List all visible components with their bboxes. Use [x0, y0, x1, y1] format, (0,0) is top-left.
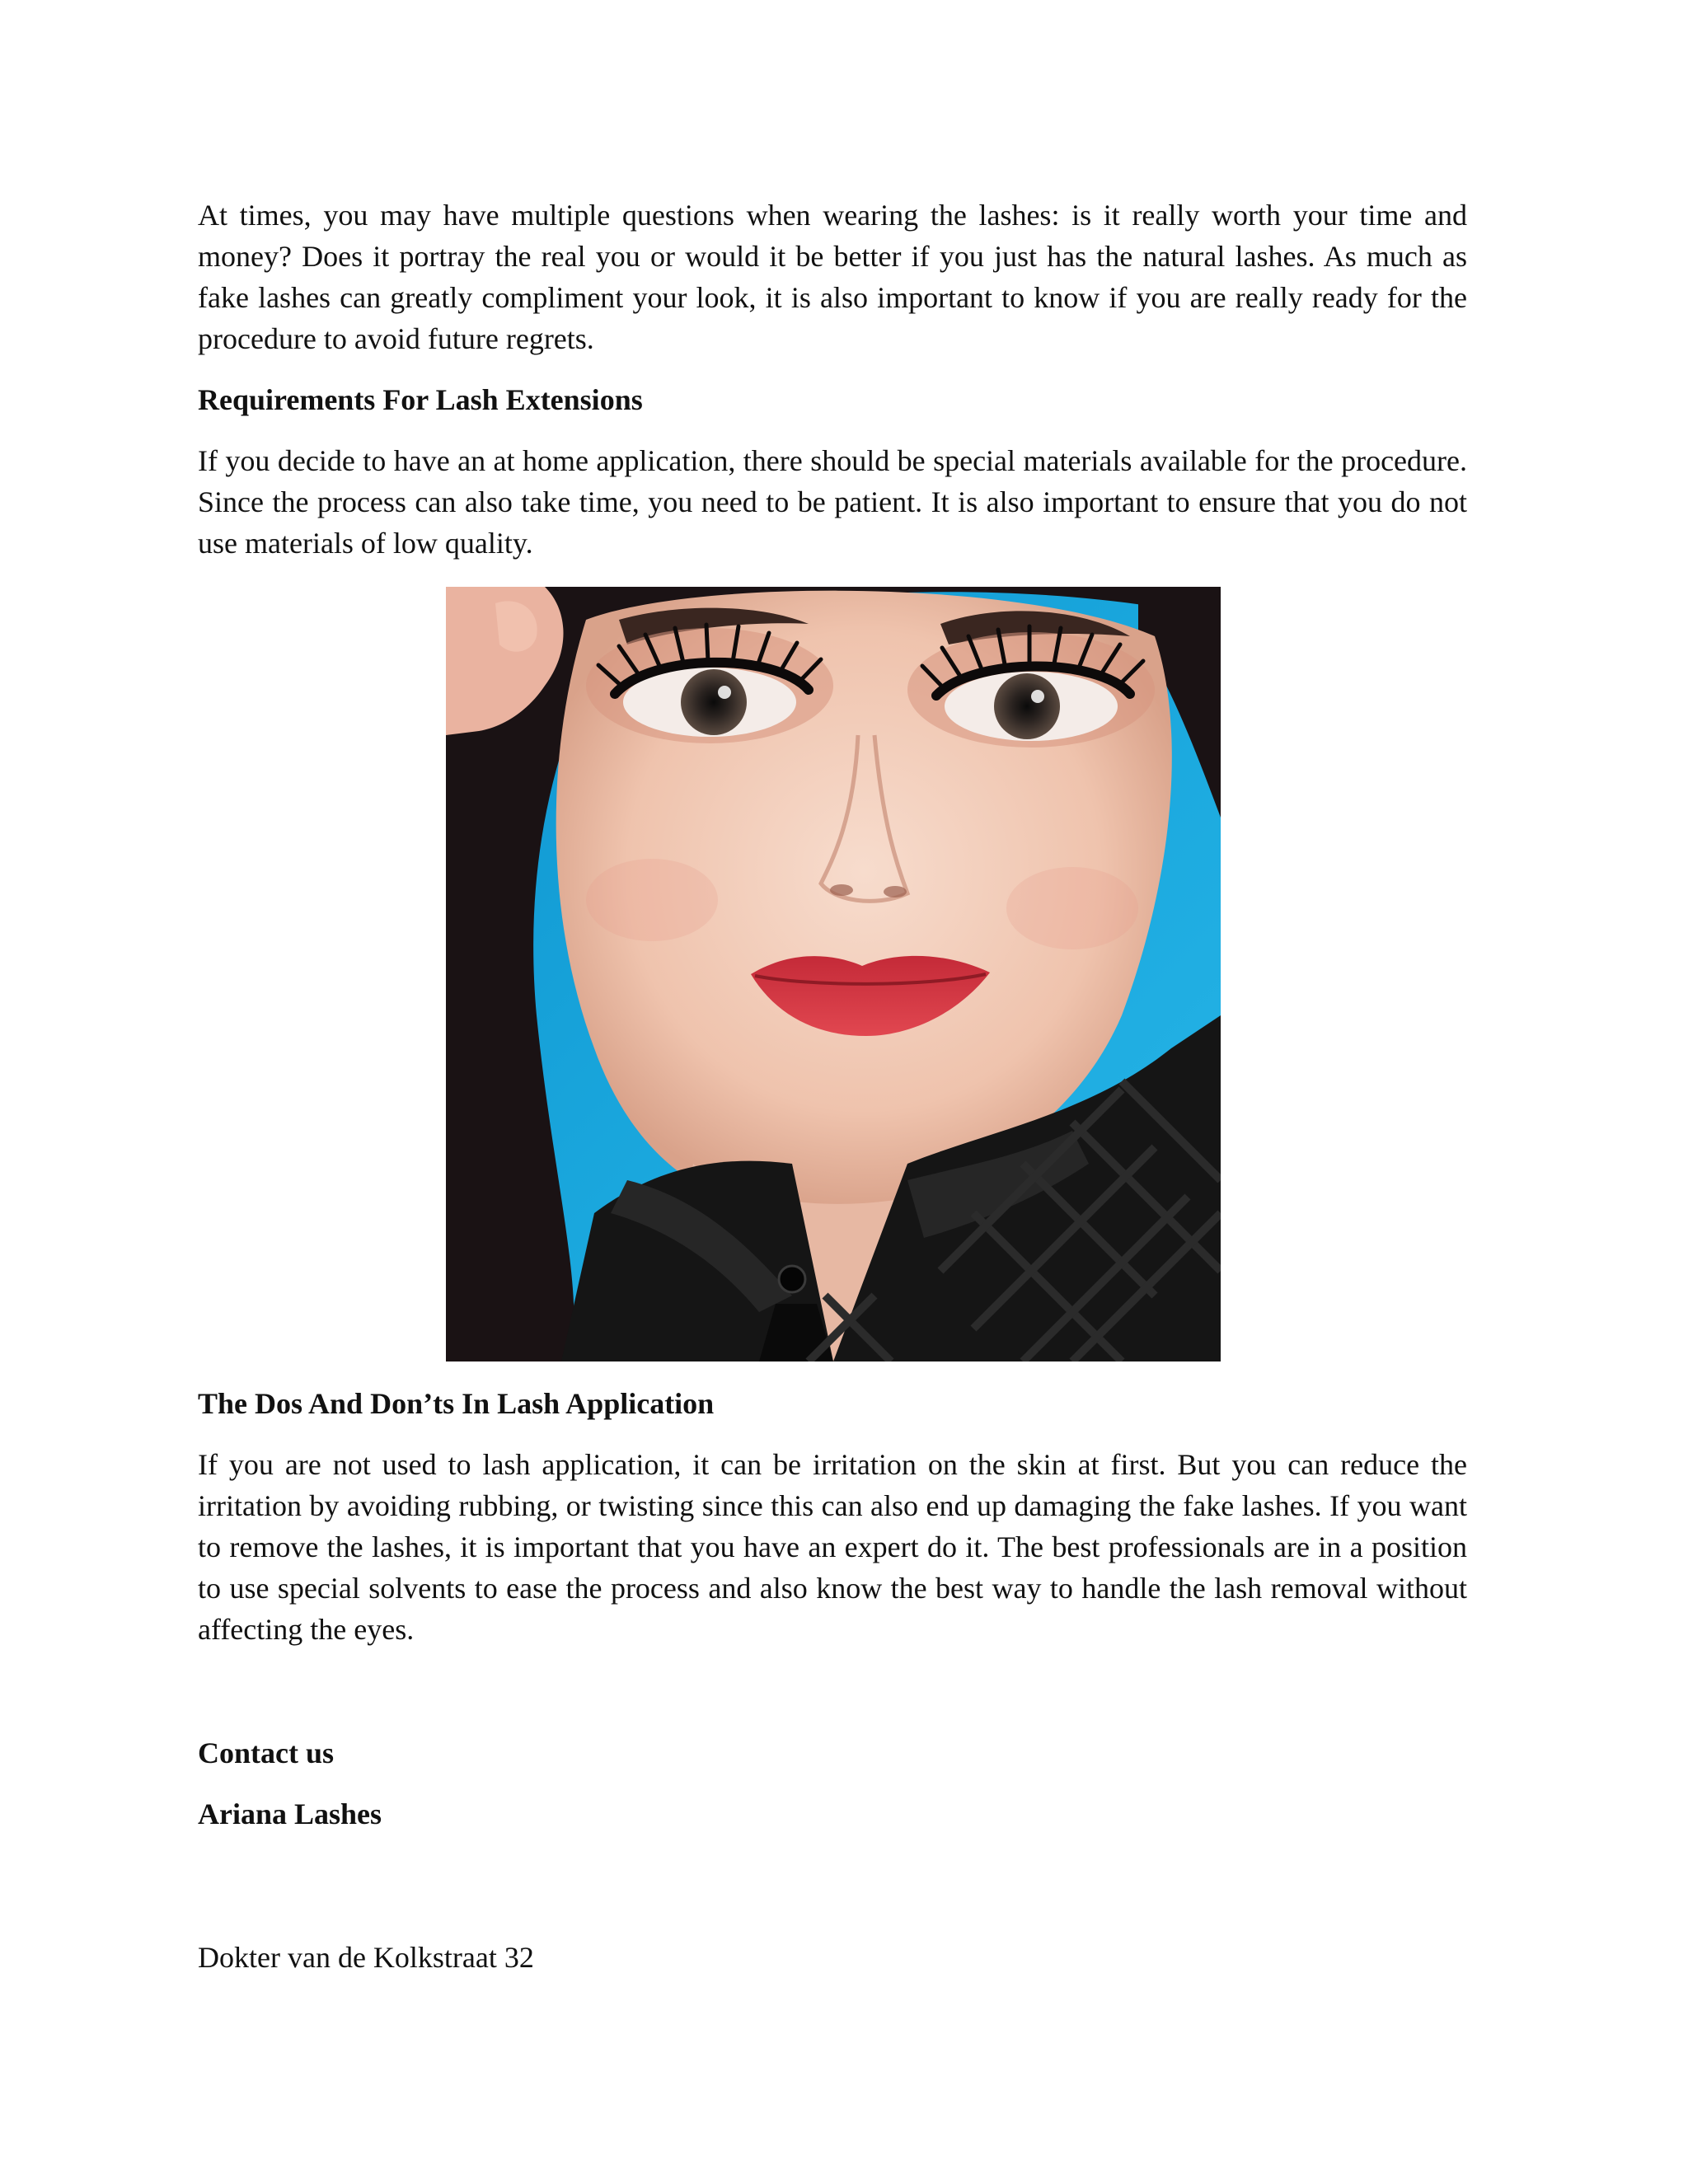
nostril-left: [830, 884, 853, 896]
eye-highlight-left: [718, 686, 731, 699]
dos-donts-paragraph: If you are not used to lash application, it can be irritation on the skin at first. But you can reduce the irritation by avoiding rubbing, or twisting since this can also end up damaging the fake lashes. If you want to remove the lashes, it is important that you have an expert do it. The best professionals are in a position to use special solvents to ease the process and also know the best way to handle the lash removal without affecting the eyes.: [198, 1448, 1467, 1646]
business-name: Ariana Lashes: [198, 1797, 382, 1830]
requirements-heading: Requirements For Lash Extensions: [198, 383, 643, 416]
cheek-left: [586, 859, 718, 941]
lash-model-photo: [446, 587, 1221, 1361]
shirt-button: [779, 1266, 805, 1292]
contact-heading: Contact us: [198, 1736, 335, 1769]
requirements-paragraph: If you decide to have an at home application, there should be special materials available for the procedure. Since the process can also take time, you need to be patient. It is also important to ensure that you do not use materials of low quality.: [198, 444, 1467, 560]
dos-donts-heading: The Dos And Don’ts In Lash Application: [198, 1387, 715, 1420]
iris-left: [681, 669, 747, 735]
cheek-right: [1006, 867, 1138, 949]
intro-paragraph: At times, you may have multiple questions when wearing the lashes: is it really worth your time and money? Does it portray the real you or would it be better if you just has the natural lashes. As much as fake lashes can greatly compliment your look, it is also important to know if you are really ready for the procedure to avoid future regrets.: [198, 199, 1467, 355]
iris-right: [994, 673, 1060, 739]
nostril-right: [884, 886, 907, 898]
eye-highlight-right: [1031, 690, 1044, 703]
portrait-illustration: [446, 587, 1221, 1361]
address-street: Dokter van de Kolkstraat 32: [198, 1941, 534, 1974]
document-content: [198, 194, 1467, 1978]
